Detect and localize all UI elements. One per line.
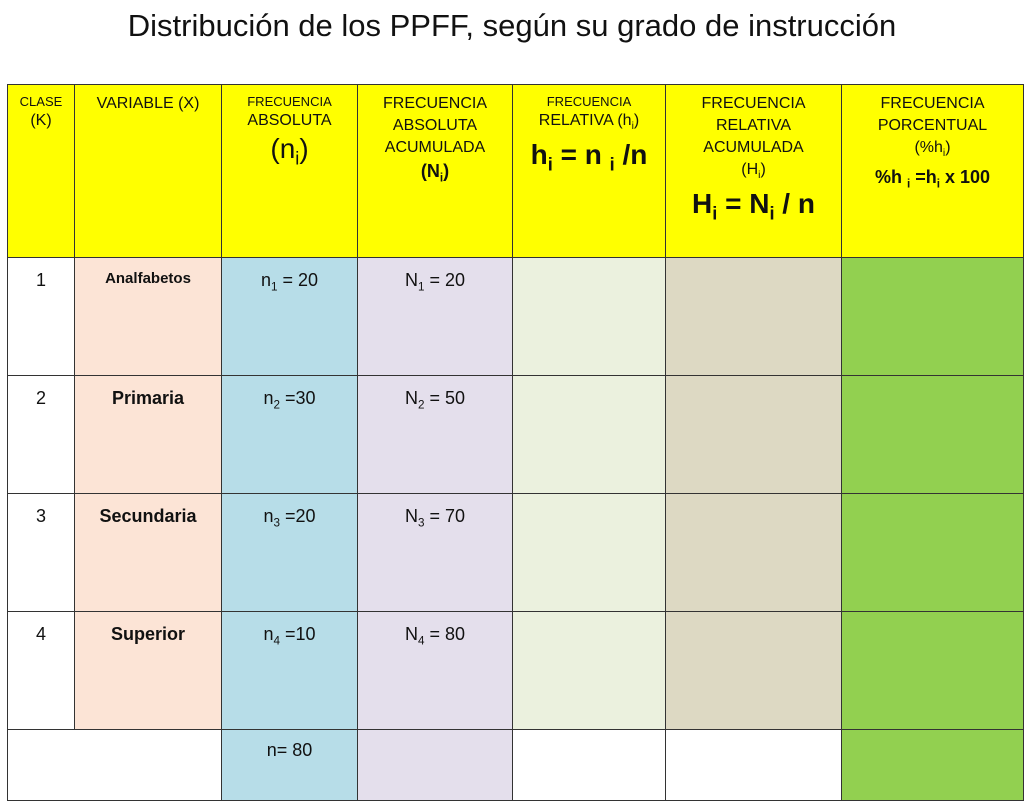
cell-h <box>513 376 666 494</box>
header-rel-line2: RELATIVA (h <box>538 112 632 129</box>
formula-H-mid: = N <box>717 188 770 220</box>
header-abs-line1: FRECUENCIA <box>247 94 332 109</box>
cell-variable: Analfabetos <box>75 258 222 376</box>
cell-clase: 1 <box>8 258 75 376</box>
header-absacum-symbol: N <box>426 161 440 181</box>
cell-porc <box>842 612 1024 730</box>
cell-h <box>513 494 666 612</box>
total-H <box>666 730 842 801</box>
cell-h <box>513 258 666 376</box>
cell-n: $n_1 = 20$ <box>222 258 358 376</box>
header-rel-line2-sub: i <box>631 121 634 133</box>
header-frecuencia-relativa-acumulada: FRECUENCIA RELATIVA ACUMULADA $(H_i)$ $H_i = N_i / n$ <box>666 85 842 258</box>
formula-porc-sub2: i <box>936 177 940 191</box>
cell-H <box>666 612 842 730</box>
cell-H <box>666 376 842 494</box>
formula-H-end: / n <box>774 188 815 220</box>
header-absacum-line2: ABSOLUTA <box>392 117 478 134</box>
cell-variable: Superior <box>75 612 222 730</box>
cell-n: $n_2 =30$ <box>222 376 358 494</box>
frequency-table <box>7 84 1024 801</box>
header-abs-sub: i <box>295 148 300 169</box>
table-row <box>8 376 1024 494</box>
header-variable <box>75 85 222 258</box>
cell-n: $n_4 =10$ <box>222 612 358 730</box>
header-porc-line2: PORCENTUAL <box>877 117 988 134</box>
formula-h-sub2: i <box>609 154 615 175</box>
header-absacum-line1: FRECUENCIA <box>382 95 487 112</box>
formula-H-sub: i <box>712 203 718 224</box>
page-title: Distribución de los PPFF, según su grado de instrucción <box>127 8 897 43</box>
header-porc-line3: (%h <box>914 139 943 156</box>
cell-variable: Secundaria <box>75 494 222 612</box>
header-rel-line1: FRECUENCIA <box>546 94 632 109</box>
header-porc-line3-sub: i <box>942 148 946 160</box>
header-clase <box>8 85 75 258</box>
formula-h: h <box>530 139 548 171</box>
formula-h-mid: = n <box>552 139 610 171</box>
formula-porc-sub: i <box>906 177 911 191</box>
header-row <box>8 85 1024 258</box>
header-porc-line1: FRECUENCIA <box>880 95 985 112</box>
total-n: n= 80 <box>222 730 358 801</box>
header-frecuencia-absoluta-acumulada: FRECUENCIA ABSOLUTA ACUMULADA $(N_i)$ <box>358 85 513 258</box>
formula-H-sub2: i <box>769 203 775 224</box>
header-absacum-line3: ACUMULADA <box>384 139 486 156</box>
cell-n: $n_3 =20$ <box>222 494 358 612</box>
total-N <box>358 730 513 801</box>
header-clase-line2: (K) <box>30 112 52 129</box>
total-h <box>513 730 666 801</box>
total-row <box>8 730 1024 801</box>
cell-variable: Primaria <box>75 376 222 494</box>
header-relacum-line4-sub: i <box>758 170 761 182</box>
table-row <box>8 612 1024 730</box>
header-abs-line2: ABSOLUTA <box>247 112 332 129</box>
cell-N: $N_3 = 70$ <box>358 494 513 612</box>
header-abs-symbol: n <box>279 133 296 164</box>
cell-N: $N_1 = 20$ <box>358 258 513 376</box>
formula-h-sub: i <box>547 154 553 175</box>
cell-clase: 3 <box>8 494 75 612</box>
cell-N: $N_2 = 50$ <box>358 376 513 494</box>
header-variable-line1: VARIABLE (X) <box>96 95 200 112</box>
header-absacum-sub: i <box>439 171 444 185</box>
header-relacum-line4: (H <box>741 161 759 178</box>
header-clase-line1: CLASE <box>19 94 63 109</box>
table-row <box>8 494 1024 612</box>
formula-porc-mid: =h <box>910 167 937 188</box>
formula-H: H <box>692 188 713 220</box>
cell-H <box>666 494 842 612</box>
header-relacum-line3: ACUMULADA <box>703 139 804 156</box>
cell-H <box>666 258 842 376</box>
header-relacum-line2: RELATIVA <box>716 117 791 134</box>
cell-clase: 4 <box>8 612 75 730</box>
formula-porc-a: %h <box>874 167 907 188</box>
cell-porc <box>842 494 1024 612</box>
header-frecuencia-porcentual: FRECUENCIA PORCENTUAL $(\%h_i)$ %h $_i =h_i$ x 100 <box>842 85 1024 258</box>
cell-porc <box>842 258 1024 376</box>
cell-h <box>513 612 666 730</box>
header-frecuencia-relativa: FRECUENCIA RELATIVA $(h_i)$ $h_i = n$ $_i$ /n <box>513 85 666 258</box>
formula-porc-end: x 100 <box>939 167 991 188</box>
formula-h-end: /n <box>614 139 648 171</box>
header-relacum-line1: FRECUENCIA <box>701 95 806 112</box>
cell-porc <box>842 376 1024 494</box>
table-row <box>8 258 1024 376</box>
cell-N: $N_4 = 80$ <box>358 612 513 730</box>
header-frecuencia-absoluta: FRECUENCIA ABSOLUTA $(n_i)$ <box>222 85 358 258</box>
total-label-cell <box>8 730 222 801</box>
cell-clase: 2 <box>8 376 75 494</box>
total-porc <box>842 730 1024 801</box>
